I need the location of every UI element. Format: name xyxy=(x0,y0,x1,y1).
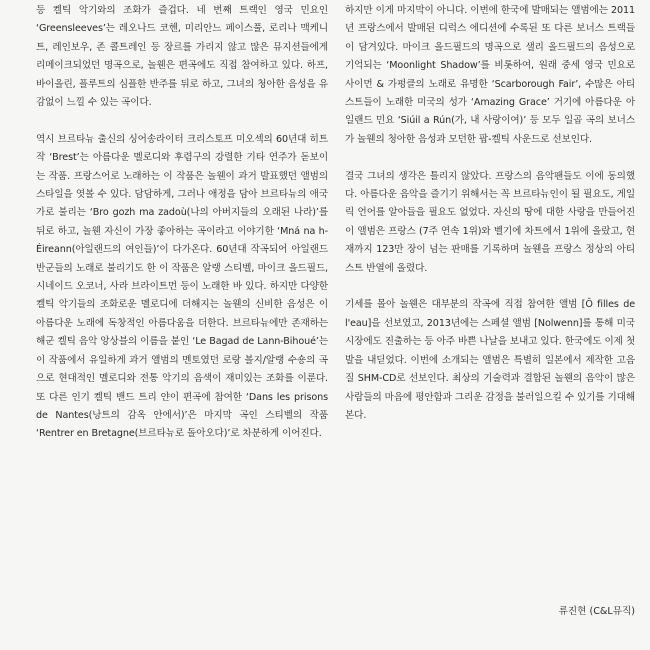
paragraph-gap xyxy=(36,112,328,130)
right-column xyxy=(345,2,635,425)
left-column xyxy=(36,2,328,444)
paragraph-korea-release: 기세를 몰아 놀웬은 대부분의 작곡에 직접 참여한 앨범 [Ô filles de l'eau]을 선보였고, 2013년에는 스페셜 앨범 [Nolwenn]를 통해 미국 시장에도 진출하는 등 아주 바쁜 나날을 보내고 있다. 한국에도 이제 첫발을 내딛었다. 이번에 소개되는 앨범은 특별히 일본에서 제작한 고음질 SHM-CD로 선보인다. 최상의 기술력과 결합된 놀웬의 음악이 많은 사람들의 마음에 평안함과 그리운 감정을 불러일으킬 수 있기를 기대해 본다. xyxy=(345,299,635,421)
paragraph-greensleeves: 등 켈틱 악기와의 조화가 즐겁다. 네 번째 트랙인 영국 민요인 ‘Greensleeves’는 레오나드 코헨, 미리안느 페이스풀, 로리나 맥케니트, 레인보우, 존 콜트레인 등 장르를 가리지 않고 많은 뮤지션들에게 리메이크되었던 명곡으로, 놀웬은 편곡에도 직접 참여하고 있다. 하프, 바이올린, 플루트의 심플한 반주를 뒤로 하고, 그녀의 청아한 음성을 유감없이 느낄 수 있는 곡이다. xyxy=(36,5,328,109)
author-credit: 류진현 (C&L뮤직) xyxy=(558,606,635,617)
paragraph-gap xyxy=(345,149,635,167)
paragraph-gap xyxy=(345,278,635,296)
paragraph-success: 결국 그녀의 생각은 틀리지 않았다. 프랑스의 음악팬들도 이에 동의했다. 아름다운 음악을 즐기기 위해서는 꼭 브르타뉴인이 될 필요도, 게일릭 언어를 알아들을 필요도 없었다. 자신의 땅에 대한 사랑을 만들어진 이 앨범은 프랑스 (7주 연속 1위)와 벨기에 차트에서 1위에 올랐고, 현재까지 123만 장이 넘는 판매를 기록하며 놀웬을 프랑스 정상의 아티스트 반열에 올렸다. xyxy=(345,170,635,274)
paragraph-bonus-tracks: 하지만 이게 마지막이 아니다. 이번에 한국에 발매되는 앨범에는 2011년 프랑스에서 발매된 디럭스 에디션에 수록된 또 다른 보너스 트랙들이 담겨있다. 마이크 올드필드의 명곡으로 샐리 올드필드의 음성으로 기억되는 ‘Moonlight Shadow’를 비롯하여, 원래 중세 영국 민요로 사이먼 & 가펑클의 노래로 유명한 ‘Scarborough Fair’, 수많은 아티스트들이 노래한 미국의 성가 ‘Amazing Grace’ 거기에 아름다운 아일랜드 민요 ‘Siúil a Rún(가, 내 사랑이여)’ 등 모두 일곱 곡의 보너스가 놀웬의 청아한 음성과 모던한 팝-켈틱 사운드로 선보인다. xyxy=(345,5,635,145)
paragraph-brest: 역시 브르타뉴 출신의 싱어송라이터 크리스토프 미오섹의 60년대 히트작 ‘Brest’는 아름다운 멜로디와 후렴구의 강렬한 기타 연주가 돋보이는 작품. 프랑스어로 노래하는 이 작품은 놀웬이 과거 발표했던 앨범의 스타일을 엿볼 수 있다. 담담하게, 그러나 애정을 담아 브르타뉴의 애국가로 불리는 ‘Bro gozh ma zadoù(나의 아버지들의 오래된 나라)’를 뒤로 하고, 놀웬 자신이 가장 좋아하는 곡이라고 이야기한 ‘Mná na h-Éireann(아일랜드의 여인들)’이 다가온다. 60년대 작곡되어 아일랜드 반군들의 노래로 불리기도 한 이 작품은 알랭 스티벨, 마이크 올드필드, 시네이드 오코너, 사라 브라이트먼 등이 노래한 바 있다. 하지만 다양한 켈틱 악기들의 조화로운 멜로디에 더해지는 놀웬의 신비한 음성은 이 아름다운 노래에 독창적인 아름다움을 더한다. 브르타뉴에만 존재하는 해군 켈틱 음악 앙상블의 이름을 붙인 ‘Le Bagad de Lann-Bihoué’는 이 작품에서 유일하게 과거 앨범의 멘토였던 로랑 볼지/알랭 수숑의 곡으로 현대적인 멜로디와 전통 악기의 음색이 재미있는 조화를 이룬다. 또 다른 인기 켈틱 밴드 트리 얀이 편곡에 참여한 ‘Dans les prisons de Nantes(낭트의 감옥 안에서)’은 마지막 곡인 스티벨의 작품 ‘Rentrer en Bretagne(브르타뉴로 돌아오다)’로 차분하게 이어진다. xyxy=(36,133,328,440)
